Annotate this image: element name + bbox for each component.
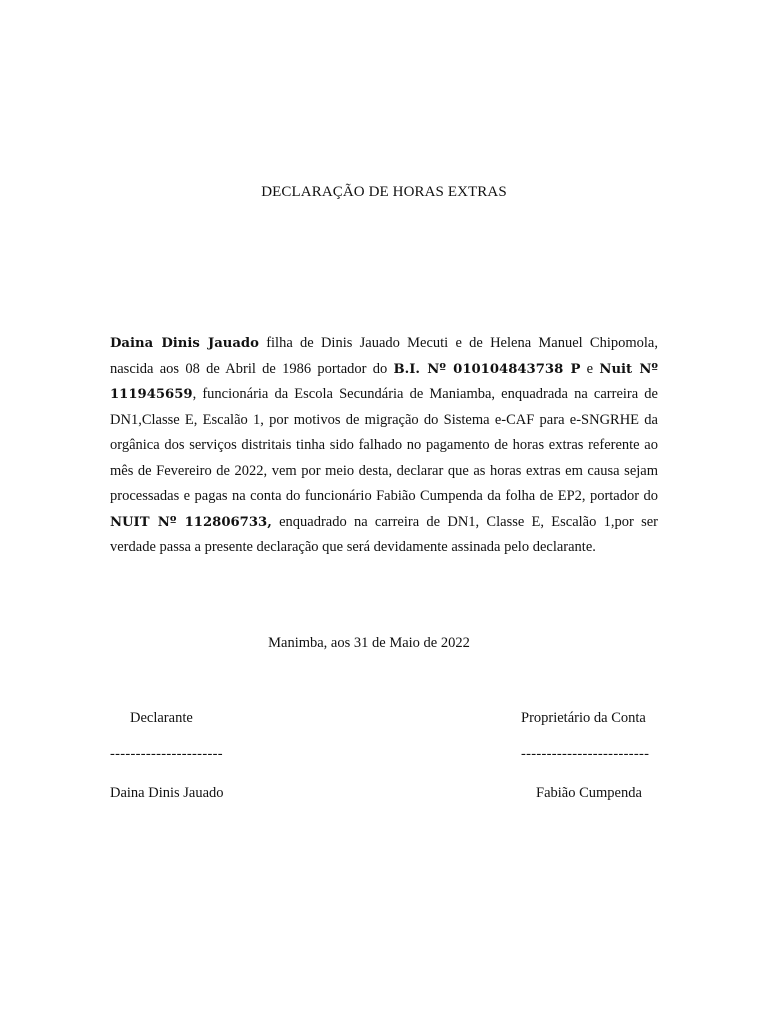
account-owner-signature-line: ------------------------- bbox=[521, 746, 650, 762]
paragraph-text-4: enquadrado na carreira de DN1, Classe E, Escalão 1,por ser verdade passa a presente declaração que será devidamente assinada pelo declarante. bbox=[110, 513, 658, 555]
nuit-number-declarant: Nuit Nº 111945659 bbox=[110, 361, 659, 402]
paragraph-text-1: filha de Dinis Jauado Mecuti e de Helena Manuel Chipomola, nascida aos 08 de Abril de 1986 portador do bbox=[110, 335, 658, 377]
declarant-signature-name: Daina Dinis Jauado bbox=[110, 785, 224, 801]
declarant-label: Declarante bbox=[130, 710, 193, 726]
paragraph-text-2: e bbox=[580, 360, 600, 377]
document-title: DECLARAÇÃO DE HORAS EXTRAS bbox=[261, 184, 507, 200]
account-owner-signature-name: Fabião Cumpenda bbox=[536, 785, 642, 801]
declarant-name: Daina Dinis Jauado bbox=[110, 336, 259, 351]
paragraph-text-3: , funcionária da Escola Secundária de Maniamba, enquadrada na carreira de DN1,Classe E, Escalão 1, por motivos de migração do Sistema e-CAF para e-SNGRHE da orgânica dos serviços distritais tinha sido falhado no pagamento de horas extras referente ao mês de Fevereiro de 2022, vem por meio desta, declarar que as horas extras em causa sejam processadas e pagas na conta do funcionário Fabião Cumpenda da folha de EP2, portador do bbox=[110, 386, 658, 504]
bi-number: B.I. Nº 010104843738 P bbox=[393, 361, 581, 377]
declarant-signature-line: ---------------------- bbox=[110, 746, 223, 762]
place-date: Manimba, aos 31 de Maio de 2022 bbox=[268, 635, 470, 651]
account-owner-label: Proprietário da Conta bbox=[521, 710, 646, 726]
declaration-paragraph bbox=[110, 331, 658, 561]
nuit-number-owner: NUIT Nº 112806733, bbox=[110, 514, 272, 530]
